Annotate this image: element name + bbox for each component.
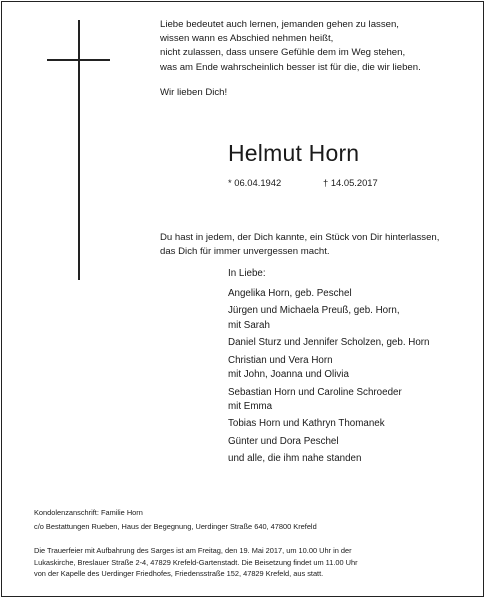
poem-line: was am Ende wahrscheinlich besser ist für die, die wir lieben. bbox=[160, 61, 421, 73]
mourner-line: Daniel Sturz und Jennifer Scholzen, geb. Horn bbox=[228, 337, 430, 349]
condolence-line: c/o Bestattungen Rueben, Haus der Begegnung, Uerdinger Straße 640, 47800 Krefeld bbox=[34, 522, 317, 531]
mourner-entry bbox=[228, 417, 430, 431]
poem bbox=[160, 18, 421, 75]
mourner-line: Jürgen und Michaela Preuß, geb. Horn, bbox=[228, 305, 400, 317]
poem-line: nicht zulassen, dass unsere Gefühle dem im Weg stehen, bbox=[160, 47, 406, 59]
verse bbox=[160, 231, 439, 259]
mourner-line: Sebastian Horn und Caroline Schroeder bbox=[228, 386, 402, 398]
condolence-line: Kondolenzanschrift: Familie Horn bbox=[34, 508, 143, 517]
mourner-line: Tobias Horn und Kathryn Thomanek bbox=[228, 418, 385, 430]
mourner-line: mit Sarah bbox=[228, 319, 270, 331]
mourners-list bbox=[228, 287, 430, 470]
in-liebe-heading: In Liebe: bbox=[228, 268, 266, 279]
cross-icon-horizontal bbox=[47, 59, 110, 61]
mourner-line: mit John, Joanna und Olivia bbox=[228, 369, 349, 381]
mourner-line: und alle, die ihm nahe standen bbox=[228, 453, 362, 465]
mourner-entry bbox=[228, 287, 430, 301]
service-line: von der Kapelle des Uerdinger Friedhofes, Friedensstraße 152, 47829 Krefeld, aus statt. bbox=[34, 569, 324, 578]
service-line: Lukaskirche, Breslauer Straße 2-4, 47829 Krefeld-Gartenstadt. Die Beisetzung findet um 11.00 Uhr bbox=[34, 557, 358, 567]
condolence-address bbox=[34, 506, 317, 534]
mourner-entry bbox=[228, 304, 430, 333]
mourner-entry bbox=[228, 336, 430, 350]
mourner-line: Günter und Dora Peschel bbox=[228, 435, 339, 447]
mourner-entry bbox=[228, 452, 430, 466]
mourner-entry bbox=[228, 354, 430, 383]
birth-date: * 06.04.1942 bbox=[228, 177, 282, 188]
mourner-entry bbox=[228, 435, 430, 449]
verse-line: Du hast in jedem, der Dich kannte, ein Stück von Dir hinterlassen, bbox=[160, 232, 440, 243]
verse-line: das Dich für immer unvergessen macht. bbox=[160, 246, 330, 258]
death-date: † 14.05.2017 bbox=[323, 177, 378, 188]
poem-line: wissen wann es Abschied nehmen heißt, bbox=[160, 33, 334, 45]
love-line: Wir lieben Dich! bbox=[160, 87, 228, 98]
mourner-line: mit Emma bbox=[228, 400, 273, 412]
mourner-line: Angelika Horn, geb. Peschel bbox=[228, 288, 352, 299]
mourner-entry bbox=[228, 386, 430, 415]
deceased-name: Helmut Horn bbox=[228, 140, 360, 166]
poem-line: Liebe bedeutet auch lernen, jemanden gehen zu lassen, bbox=[160, 19, 399, 30]
mourner-line: Christian und Vera Horn bbox=[228, 354, 333, 366]
service-line: Die Trauerfeier mit Aufbahrung des Sarges ist am Freitag, den 19. Mai 2017, um 10.00 Uhr in der bbox=[34, 546, 352, 555]
service-info bbox=[34, 545, 358, 580]
